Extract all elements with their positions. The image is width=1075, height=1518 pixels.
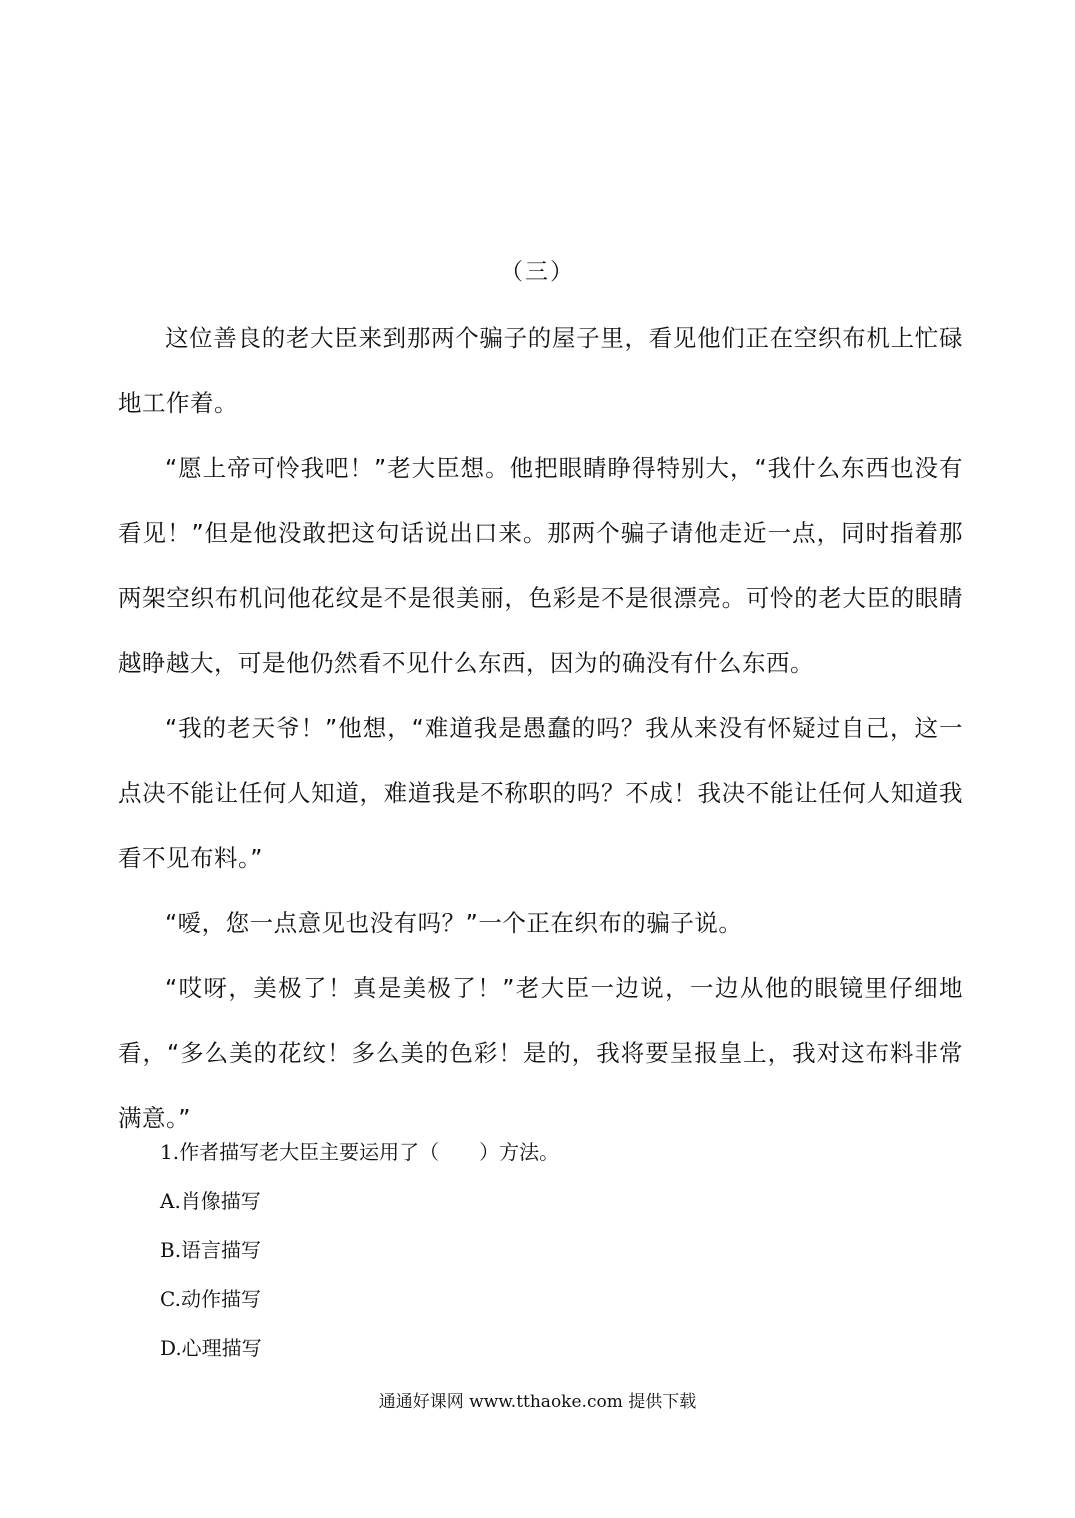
- option-b: B.语言描写: [160, 1238, 262, 1262]
- reading-passage: [118, 306, 963, 1151]
- option-d: D.心理描写: [160, 1336, 262, 1360]
- passage-paragraph: “嗳，您一点意见也没有吗？”一个正在织布的骗子说。: [165, 909, 743, 937]
- passage-paragraph: “愿上帝可怜我吧！”老大臣想。他把眼睛睁得特别大，“我什么东西也没有看见！”但是他没敢把这句话说出口来。那两个骗子请他走近一点，同时指着那两架空织布机问他花纹是不是很美丽，色彩是不是很漂亮。可怜的老大臣的眼睛越睁越大，可是他仍然看不见什么东西，因为的确没有什么东西。: [118, 454, 963, 677]
- section-title: （三）: [500, 259, 575, 285]
- question-stem: 1.作者描写老大臣主要运用了（ ）方法。: [160, 1140, 560, 1164]
- passage-paragraph: “我的老天爷！”他想，“难道我是愚蠢的吗？我从来没有怀疑过自己，这一点决不能让任何人知道，难道我是不称职的吗？不成！我决不能让任何人知道我看不见布料。”: [118, 714, 963, 872]
- footer-source-note: 通通好课网 www.tthaoke.com 提供下载: [378, 1392, 697, 1412]
- option-c: C.动作描写: [160, 1287, 261, 1311]
- passage-paragraph: “哎呀，美极了！真是美极了！”老大臣一边说，一边从他的眼镜里仔细地看，“多么美的花纹！多么美的色彩！是的，我将要呈报皇上，我对这布料非常满意。”: [118, 974, 963, 1132]
- question-block: [160, 1128, 960, 1373]
- passage-paragraph: 这位善良的老大臣来到那两个骗子的屋子里，看见他们正在空织布机上忙碌地工作着。: [118, 324, 963, 417]
- option-a: A.肖像描写: [160, 1189, 261, 1213]
